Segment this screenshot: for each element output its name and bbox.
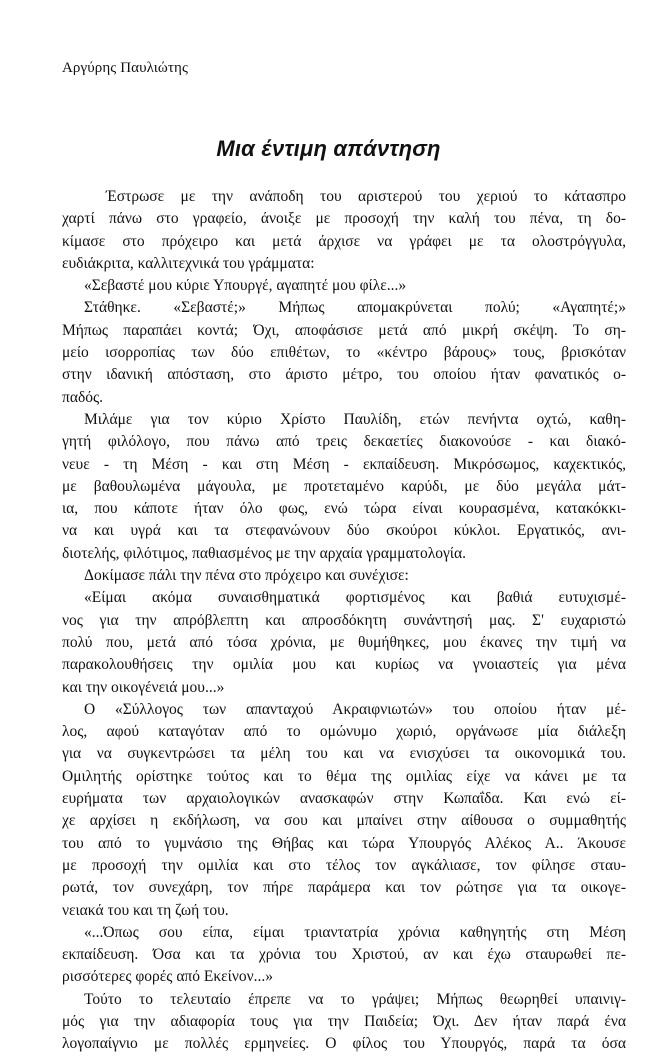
text-line: Στάθηκε. «Σεβαστέ;» Μήπως απομακρύνεται πολύ; «Αγαπητέ;» bbox=[84, 299, 626, 317]
text-line: με βαθουλωμένα μάγουλα, με προτεταμένο καρύδι, με δύο μεγάλα μάτ- bbox=[62, 477, 626, 495]
author-name: Αργύρης Παυλιώτης bbox=[62, 60, 189, 76]
text-line: ρισσότερες φορές από Εκείνον...» bbox=[62, 968, 273, 986]
text-line: Τούτο το τελευταίο έπρεπε να το γράψει; Μήπως θεωρηθεί υπαινιγ- bbox=[84, 990, 626, 1008]
text-line: γητή φιλόλογο, που πάνω από τρεις δεκαετίες διακονούσε - και διακό- bbox=[62, 433, 626, 451]
story-title: Μια έντιμη απάντηση bbox=[216, 136, 441, 161]
text-line: ευδιάκριτα, καλλιτεχνικά του γράμματα: bbox=[62, 254, 315, 272]
text-line: μός για την αδιαφορία τους για την Παιδεία; Όχι. Δεν ήταν παρά ένα bbox=[62, 1012, 626, 1030]
text-line: κίμασε στο πρόχειρο και μετά άρχισε να γράφει με τα ολοστρόγγυλα, bbox=[62, 232, 626, 250]
text-line: Μήπως παραπάει κοντά; Όχι, αποφάσισε μετά από μικρή σκέψη. Το ση- bbox=[62, 321, 626, 339]
text-line: διοτελής, φιλότιμος, παθιασμένος με την αρχαία γραμματολογία. bbox=[62, 544, 466, 562]
text-line: μείο ισορροπίας των δύο επιθέτων, το «κέντρο βάρους» τους, βρισκόταν bbox=[62, 344, 626, 362]
text-line: Δοκίμασε πάλι την πένα στο πρόχειρο και συνέχισε: bbox=[84, 567, 409, 585]
text-line: Ο «Σύλλογος των απανταχού Ακραιφνιωτών» του οποίου ήταν μέ- bbox=[84, 700, 626, 718]
text-line: «Σεβαστέ μου κύριε Υπουργέ, αγαπητέ μου φίλε...» bbox=[84, 277, 407, 295]
text-line: Μιλάμε για τον κύριο Χρίστο Παυλίδη, ετών πενήντα οχτώ, καθη- bbox=[84, 410, 626, 428]
text-line: παδός. bbox=[62, 388, 104, 406]
text-line: Ομιλητής ορίστηκε τούτος και το θέμα της ομιλίας είχε να κάνει με τα bbox=[62, 767, 626, 785]
text-line: ευρήματα των αρχαιολογικών ανασκαφών στην Κωπαΐδα. Και ενώ εί- bbox=[62, 790, 626, 808]
text-line: να και υγρά και τα στεφανώνουν δύο σκούροι κύκλοι. Εργατικός, ανι- bbox=[62, 522, 626, 540]
body-text bbox=[62, 186, 626, 1056]
text-line: εκπαίδευση. Όσα και τα χρόνια του Χριστού, αν και έχω σταυρωθεί πε- bbox=[62, 946, 626, 964]
text-line: νευε - τη Μέση - και στη Μέση - εκπαίδευση. Μικρόσωμος, καχεκτικός, bbox=[62, 455, 626, 473]
text-line: με προσοχή την ομιλία και στο τέλος τον αγκάλιασε, τον φίλησε σταυ- bbox=[62, 856, 626, 874]
text-line: «...Όπως σου είπα, είμαι τριαντατρία χρόνια καθηγητής στη Μέση bbox=[84, 923, 626, 941]
text-line: και την οικογένειά μου...» bbox=[62, 678, 225, 696]
text-line: πολύ που, μετά από τόσα χρόνια, με θυμήθηκες, μου έκανες την τιμή να bbox=[62, 633, 626, 651]
text-line: Έστρωσε με την ανάποδη του αριστερού του χεριού το κάτασπρο bbox=[106, 188, 626, 205]
text-line: λος, αφού καταγόταν από το ομώνυμο χωριό, οργάνωσε μία διάλεξη bbox=[62, 723, 626, 741]
text-line: νειακά του και τη ζωή του. bbox=[62, 901, 229, 919]
text-line: λογοπαίγνιο με πολλές ερμηνείες. Ο φίλος του Υπουργός, παρά τα όσα bbox=[62, 1035, 626, 1053]
text-line: παρακολουθήσεις την ομιλία μου και κυρίως να γνοιαστείς για μένα bbox=[62, 656, 626, 674]
text-line: για να συγκεντρώσει τα μέλη του και να ενισχύσει τα οικονομικά του. bbox=[62, 745, 626, 763]
text-line: «Είμαι ακόμα συναισθηματικά φορτισμένος και βαθιά ευτυχισμέ- bbox=[84, 589, 626, 607]
text-line: του από το γυμνάσιο της Θήβας και τώρα Υπουργός Αλέκος Α.. Άκουσε bbox=[62, 834, 626, 852]
text-line: ρωτά, τον συνεχάρη, τον πήρε παράμερα και τον ρώτησε για τα οικογε- bbox=[62, 879, 626, 897]
text-line: χαρτί πάνω στο γραφείο, άνοιξε με προσοχή την καλή του πένα, τη δο- bbox=[62, 210, 626, 228]
text-line: νος για την απρόβλεπτη και απροσδόκητη συνάντησή μας. Σ' ευχαριστώ bbox=[62, 611, 626, 629]
text-line: στην ιδανική απόσταση, στο άριστο μέτρο, του οποίου ήταν φανατικός ο- bbox=[62, 366, 626, 384]
text-line: ια, που κάποτε ήταν όλο φως, ενώ τώρα είναι κουρασμένα, κατακόκκι- bbox=[62, 500, 626, 518]
text-line: χε αρχίσει η εκδήλωση, να σου και μπαίνει στην αίθουσα ο συμμαθητής bbox=[62, 812, 626, 830]
